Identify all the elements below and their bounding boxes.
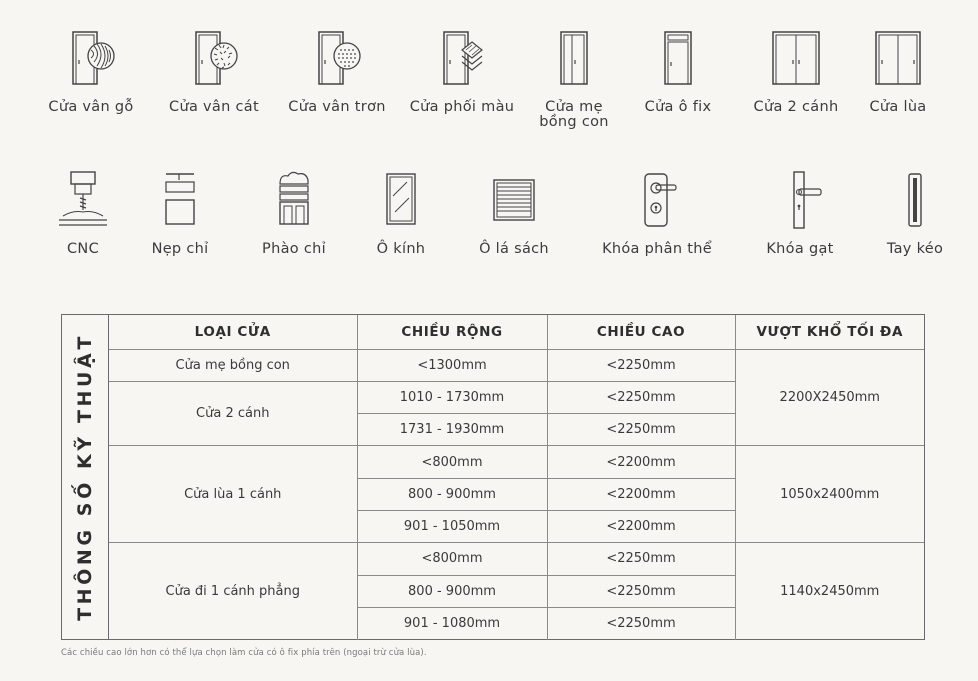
door-type-label: Cửa mẹ bồng con [539, 99, 609, 130]
width-cell: 800 - 900mm [357, 478, 547, 510]
pull-handle-icon [885, 168, 945, 230]
height-cell: <2250mm [547, 543, 735, 575]
accessory-label: Khóa phân thể [602, 241, 712, 257]
height-cell: <2250mm [547, 414, 735, 446]
door-type-wood [46, 28, 136, 115]
table-row [109, 446, 924, 478]
molding-icon [264, 168, 324, 230]
door-type-mother-child [534, 28, 614, 130]
louver-panel-icon [484, 168, 544, 230]
accessory-glass [368, 168, 434, 257]
lever-lock-icon [770, 168, 830, 230]
header-door-type: LOẠI CỬA [109, 315, 357, 349]
door-type-label: Cửa 2 cánh [753, 99, 839, 115]
door-type-label: Cửa vân cát [169, 99, 259, 115]
specs-side-title-text: THÔNG SỐ KỸ THUẬT [74, 333, 97, 621]
double-door-icon [766, 28, 826, 88]
accessory-label: Ô kính [376, 241, 426, 257]
specs-side-title [62, 315, 109, 639]
accessory-cnc [55, 168, 111, 257]
trim-strip-icon [150, 168, 210, 230]
glass-panel-icon [371, 168, 431, 230]
door-type-fixed [640, 28, 716, 115]
accessory-louver [472, 168, 556, 257]
wood-grain-door-icon [61, 28, 121, 88]
header-height: CHIỀU CAO [547, 315, 735, 349]
cnc-machine-icon [53, 168, 113, 230]
table-header-row [109, 315, 924, 349]
height-cell: <2200mm [547, 446, 735, 478]
color-mix-door-icon [432, 28, 492, 88]
width-cell: <1300mm [357, 349, 547, 381]
accessories-row [0, 168, 978, 288]
max-size-cell: 2200X2450mm [735, 349, 924, 446]
width-cell: 901 - 1080mm [357, 607, 547, 639]
width-cell: 1731 - 1930mm [357, 414, 547, 446]
door-type-cell: Cửa 2 cánh [109, 381, 357, 446]
width-cell: <800mm [357, 446, 547, 478]
width-cell: <800mm [357, 543, 547, 575]
accessory-label: CNC [67, 241, 99, 257]
header-max-size: VƯỢT KHỔ TỐI ĐA [735, 315, 924, 349]
split-lock-icon [627, 168, 687, 230]
door-type-label: Cửa vân trơn [288, 99, 386, 115]
door-type-double [748, 28, 844, 115]
table-row [109, 349, 924, 381]
fixed-transom-door-icon [648, 28, 708, 88]
door-type-cell: Cửa đi 1 cánh phẳng [109, 543, 357, 640]
accessory-molding [256, 168, 332, 257]
sliding-door-icon [868, 28, 928, 88]
width-cell: 1010 - 1730mm [357, 381, 547, 413]
max-size-cell: 1050x2400mm [735, 446, 924, 543]
accessory-label: Nẹp chỉ [151, 241, 209, 257]
accessory-label: Tay kéo [886, 241, 944, 257]
header-width: CHIỀU RỘNG [357, 315, 547, 349]
height-cell: <2250mm [547, 575, 735, 607]
accessory-label: Khóa gạt [766, 241, 834, 257]
height-cell: <2200mm [547, 478, 735, 510]
accessory-label: Phào chỉ [262, 241, 326, 257]
door-type-cell: Cửa lùa 1 cánh [109, 446, 357, 543]
door-type-cell: Cửa mẹ bồng con [109, 349, 357, 381]
max-size-cell: 1140x2450mm [735, 543, 924, 640]
specs-table-container [61, 314, 925, 640]
accessory-label: Ô lá sách [479, 241, 549, 257]
door-type-color-mix [406, 28, 518, 115]
height-cell: <2250mm [547, 381, 735, 413]
height-cell: <2250mm [547, 607, 735, 639]
door-type-label: Cửa phối màu [409, 99, 515, 115]
table-row [109, 543, 924, 575]
door-type-label: Cửa ô fix [644, 99, 712, 115]
width-cell: 901 - 1050mm [357, 510, 547, 542]
accessory-pull-handle [880, 168, 950, 257]
door-type-label: Cửa lùa [869, 99, 927, 115]
accessory-split-lock [597, 168, 717, 257]
smooth-door-icon [307, 28, 367, 88]
door-type-smooth [283, 28, 391, 115]
specs-table [109, 315, 924, 640]
sand-grain-door-icon [184, 28, 244, 88]
height-cell: <2200mm [547, 510, 735, 542]
accessory-lever-lock [762, 168, 838, 257]
accessory-trim [145, 168, 215, 257]
mother-child-door-icon [544, 28, 604, 88]
door-type-sand [164, 28, 264, 115]
door-type-label: Cửa vân gỗ [48, 99, 134, 115]
door-types-row [0, 28, 978, 148]
footnote: Các chiều cao lớn hơn có thể lựa chọn làm cửa có ô fix phía trên (ngoại trừ cửa lùa). [61, 648, 427, 658]
door-type-sliding [864, 28, 932, 115]
width-cell: 800 - 900mm [357, 575, 547, 607]
height-cell: <2250mm [547, 349, 735, 381]
